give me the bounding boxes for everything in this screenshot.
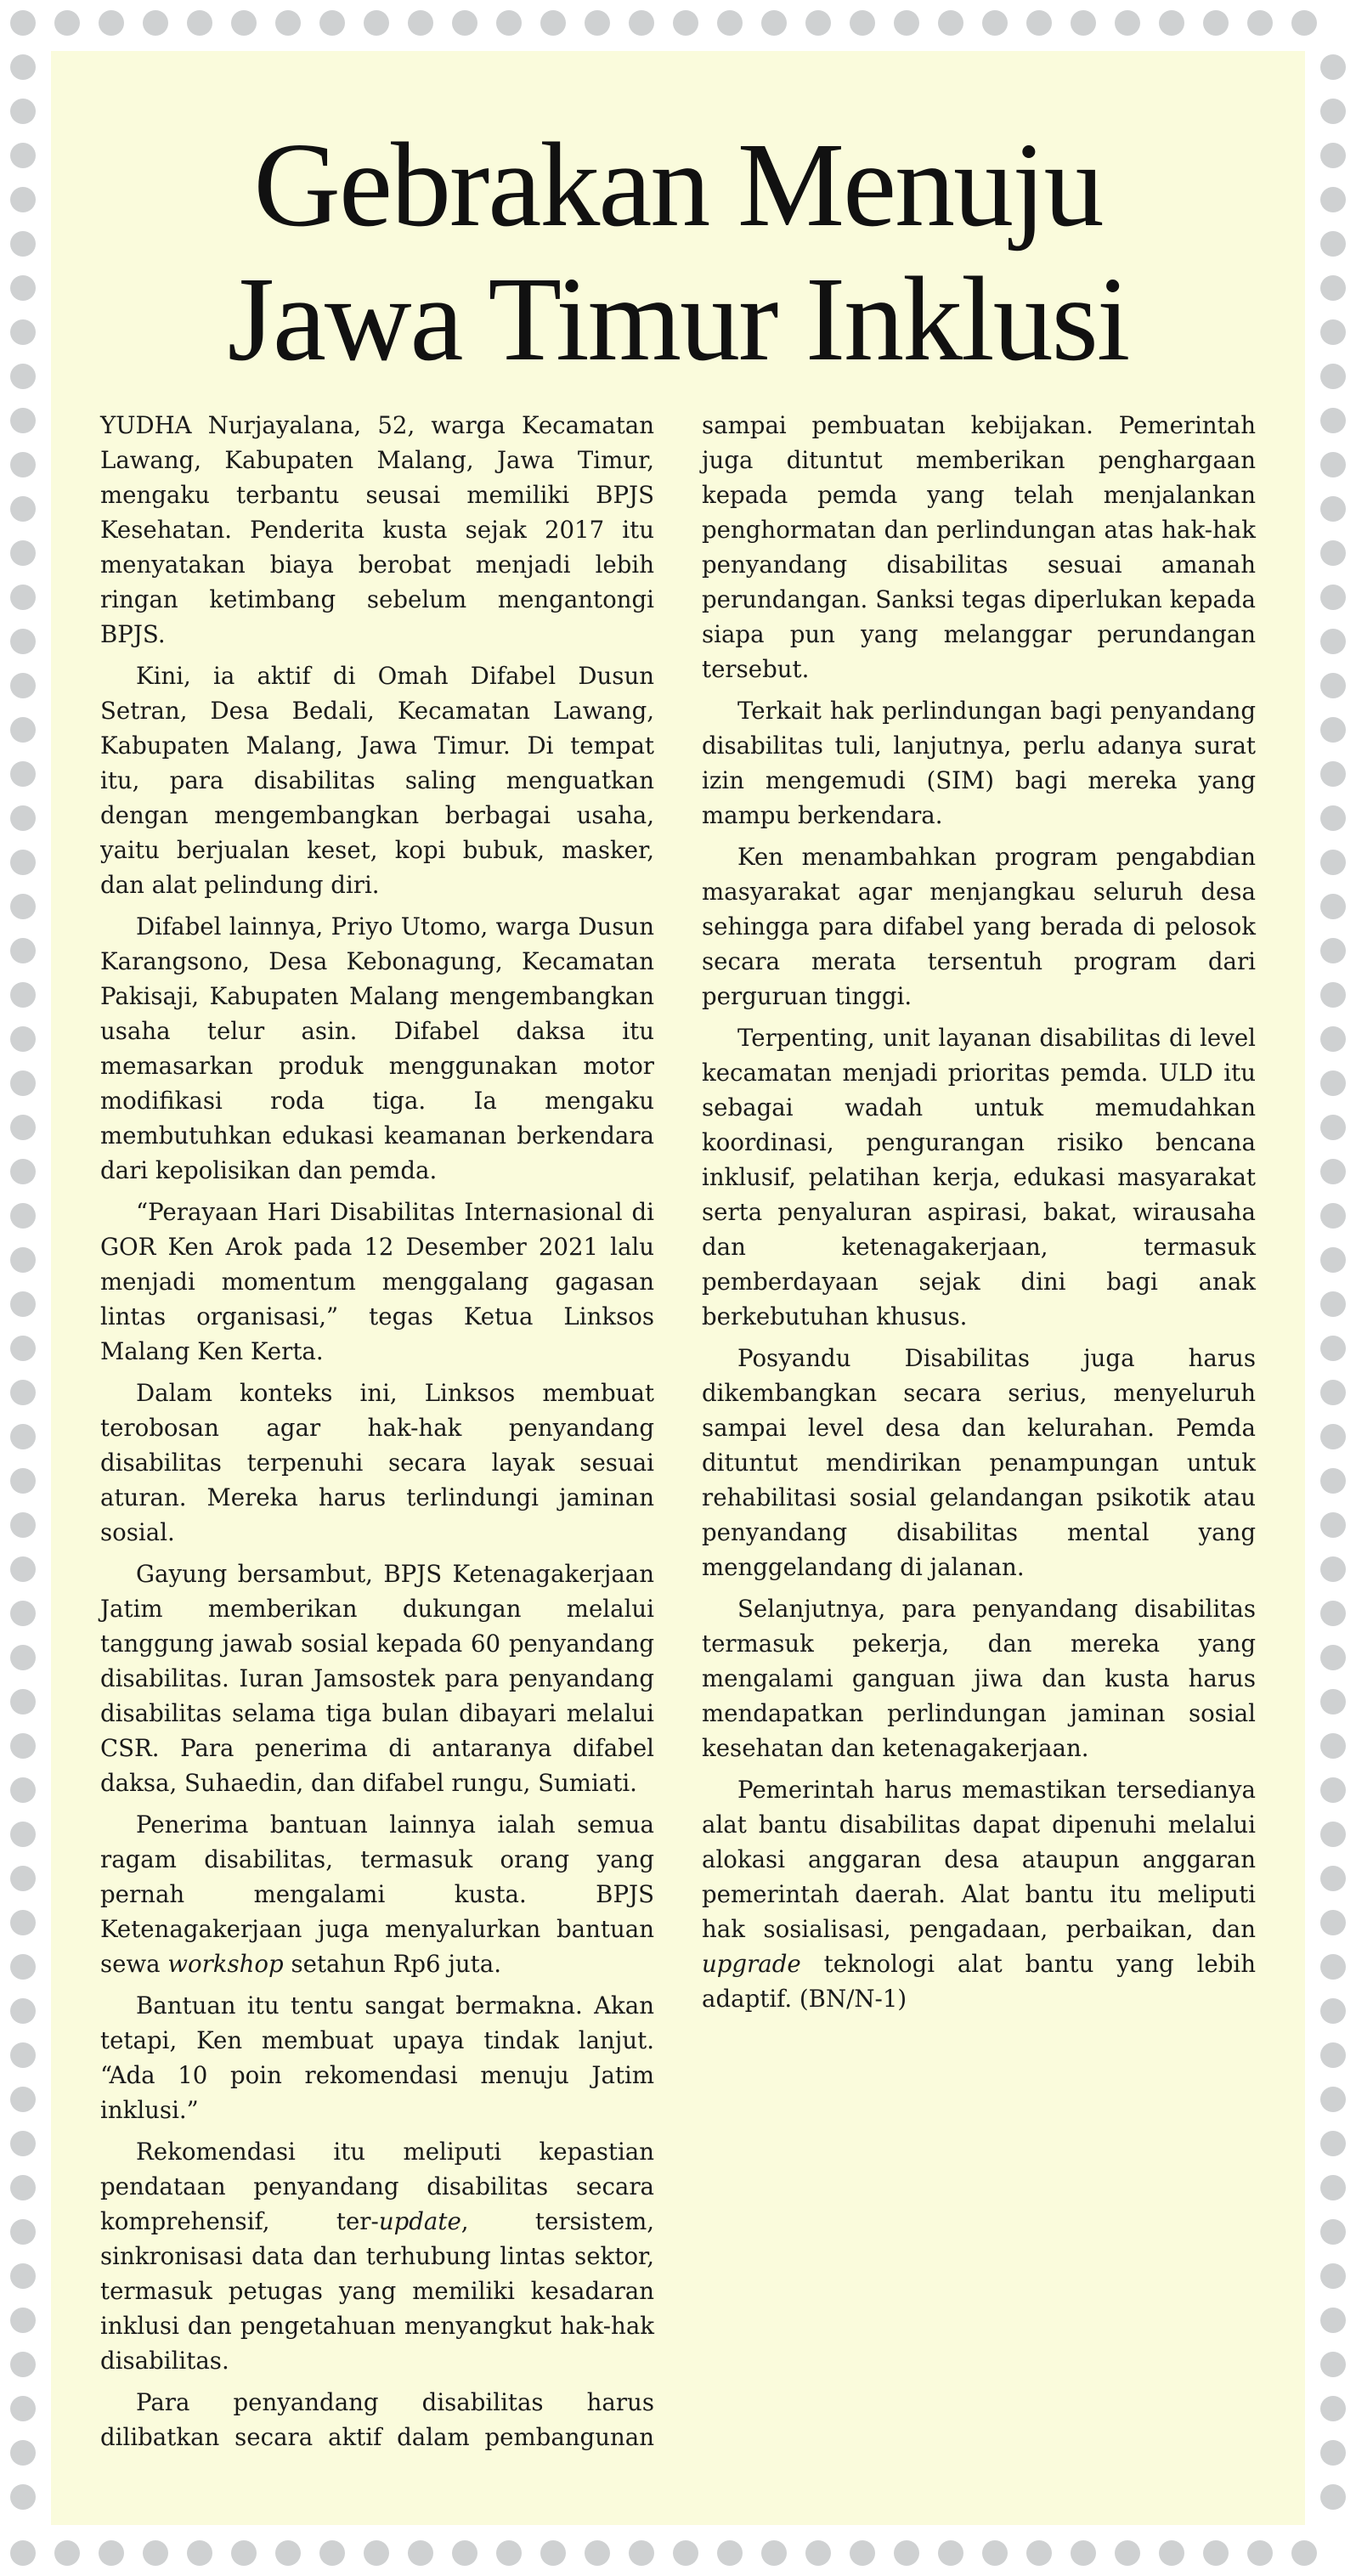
- perforation-dot: [1320, 231, 1346, 257]
- perforation-dot: [10, 1115, 36, 1140]
- perforation-dot: [231, 10, 257, 36]
- paragraph-13: [702, 1020, 1256, 1334]
- perforation-dot: [54, 2540, 80, 2566]
- paragraph-5: [100, 1376, 654, 1550]
- perforation-dot: [10, 1733, 36, 1759]
- perforation-dot: [1320, 1424, 1346, 1449]
- perforation-dot: [894, 2540, 919, 2566]
- perforation-dot: [1203, 10, 1229, 36]
- perforation-dot: [1320, 1645, 1346, 1670]
- perforation-dot: [1291, 2540, 1317, 2566]
- perforation-dot: [10, 540, 36, 566]
- perforation-dot: [10, 319, 36, 345]
- perforation-dot: [10, 2263, 36, 2289]
- perforation-dot: [1320, 1336, 1346, 1361]
- paragraph-15: [702, 1591, 1256, 1765]
- perforation-dot: [1320, 364, 1346, 389]
- paragraph-16-text-c: teknologi alat bantu yang lebih adaptif. (BN/N-1): [702, 1950, 1256, 2013]
- perforation-dot: [585, 10, 610, 36]
- perforation-dot: [10, 1645, 36, 1670]
- perforation-dot: [629, 2540, 654, 2566]
- paragraph-12-text: Ken menambahkan program pengabdian masyarakat agar menjangkau seluruh desa sehingga para difabel yang berada di pelosok secara merata tersentuh program dari perguruan tinggi.: [702, 843, 1256, 1010]
- perforation-dot: [99, 10, 124, 36]
- perforation-dot: [10, 629, 36, 654]
- perforation-dot: [452, 2540, 477, 2566]
- perforation-dot: [10, 2308, 36, 2333]
- perforation-dot: [364, 10, 389, 36]
- perforation-dot: [1320, 629, 1346, 654]
- perforation-dot: [1320, 275, 1346, 301]
- perforation-dot: [1320, 805, 1346, 831]
- perforation-dot: [1320, 894, 1346, 919]
- news-clipping: [51, 51, 1305, 2525]
- perforation-dot: [1247, 10, 1273, 36]
- perforation-dot: [10, 2175, 36, 2200]
- perforation-dot: [143, 2540, 168, 2566]
- paragraph-3-text: Difabel lainnya, Priyo Utomo, warga Dusun Karangsono, Desa Kebonagung, Kecamatan Pakisaji, Kabupaten Malang mengembangkan usaha telur asin. Difabel daksa itu memasarkan produk menggunakan motor modifikasi roda tiga. Ia mengaku membutuhkan edukasi keamanan berkendara dari kepolisikan dan pemda.: [100, 912, 654, 1184]
- perforation-dot: [10, 894, 36, 919]
- perforation-dot: [10, 2440, 36, 2466]
- paragraph-3: [100, 909, 654, 1188]
- perforation-dot: [982, 2540, 1008, 2566]
- perforation-dot: [1320, 1910, 1346, 1935]
- paragraph-2-text: Kini, ia aktif di Omah Difabel Dusun Setran, Desa Bedali, Kecamatan Lawang, Kabupaten Malang, Jawa Timur. Di tempat itu, para disabilitas saling menguatkan dengan mengembangkan berbagai usaha, yaitu berjualan keset, kopi bubuk, masker, dan alat pelindung diri.: [100, 662, 654, 899]
- perforation-dot: [1320, 2484, 1346, 2510]
- perforation-dot: [1115, 2540, 1140, 2566]
- perforation-dot: [1320, 2087, 1346, 2112]
- perforation-dot: [805, 2540, 831, 2566]
- perforation-dot: [54, 10, 80, 36]
- perforation-dot: [1320, 850, 1346, 875]
- perforation-dot: [10, 187, 36, 212]
- perforation-dot: [10, 2540, 36, 2566]
- perforation-dot: [10, 1601, 36, 1626]
- perforation-dot: [10, 673, 36, 698]
- paragraph-8-text: Bantuan itu tentu sangat bermakna. Akan tetapi, Ken membuat upaya tindak lanjut. “Ada 10 poin rekomendasi menuju Jatim inklusi.”: [100, 1991, 654, 2124]
- perforation-dot: [10, 1026, 36, 1052]
- perforation-dot: [10, 938, 36, 963]
- perforation-dot: [894, 10, 919, 36]
- perforation-dot: [231, 2540, 257, 2566]
- perforation-dot: [1159, 2540, 1184, 2566]
- paragraph-6-text: Gayung bersambut, BPJS Ketenagakerjaan Jatim memberikan dukungan melalui tanggung jawab sosial kepada 60 penyandang disabilitas. Iuran Jamsostek para penyandang disabilitas selama tiga bulan dibayari melalui CSR. Para penerima di antaranya difabel daksa, Suhaedin, dan difabel rungu, Sumiati.: [100, 1560, 654, 1797]
- perforation-dot: [10, 1556, 36, 1582]
- paragraph-1: [100, 408, 654, 652]
- perforation-dot: [10, 1998, 36, 2024]
- perforation-dot: [143, 10, 168, 36]
- perforation-dot: [1159, 10, 1184, 36]
- perforation-dot: [1320, 982, 1346, 1008]
- perforation-dot: [1320, 2042, 1346, 2068]
- perforation-dot: [1320, 585, 1346, 610]
- perforation-dot: [1320, 2175, 1346, 2200]
- perforation-dot: [1320, 673, 1346, 698]
- paragraph-10-text: Para penyandang disabilitas harus dilibatkan secara aktif dalam pembangunan sampai pembuatan kebijakan. Pemerintah juga dituntut memberikan penghargaan kepada pemda yang telah menjalankan penghormatan dan perlindungan atas hak-hak penyandang disabilitas sesuai amanah perundangan. Sanksi tegas diperlukan kepada siapa pun yang melanggar perundangan tersebut.: [100, 411, 1256, 2451]
- perforation-dot: [1320, 2219, 1346, 2245]
- perforation-dot: [10, 1468, 36, 1494]
- perforation-dot: [496, 10, 522, 36]
- perforation-dot: [717, 10, 743, 36]
- perforation-dot: [10, 452, 36, 477]
- perforation-dot: [1320, 1866, 1346, 1891]
- perforation-dot: [761, 10, 787, 36]
- perforation-dot: [1247, 2540, 1273, 2566]
- perforation-dot: [1320, 1159, 1346, 1184]
- perforation-dot: [1026, 10, 1052, 36]
- perforation-dot: [938, 2540, 963, 2566]
- perforation-dot: [10, 585, 36, 610]
- perforation-dot: [10, 99, 36, 124]
- perforation-dot: [408, 2540, 433, 2566]
- perforation-dot: [629, 10, 654, 36]
- headline-line-1: Gebrakan Menuju: [253, 117, 1103, 251]
- perforation-dot: [1320, 408, 1346, 433]
- perforation-dot: [10, 761, 36, 787]
- paragraph-14: [702, 1341, 1256, 1585]
- perforation-dot: [1071, 2540, 1096, 2566]
- perforation-dot: [673, 2540, 698, 2566]
- perforation-dot: [10, 1159, 36, 1184]
- paragraph-4-text: “Perayaan Hari Disabilitas Internasional di GOR Ken Arok pada 12 Desember 2021 lalu menjadi momentum menggalang gagasan lintas organisasi,” tegas Ketua Linksos Malang Ken Kerta.: [100, 1198, 654, 1365]
- perforation-dot: [1320, 1071, 1346, 1096]
- perforation-dot: [10, 496, 36, 522]
- perforation-dot: [982, 10, 1008, 36]
- perforation-dot: [1291, 10, 1317, 36]
- perforation-dot: [1320, 1556, 1346, 1582]
- perforation-dot: [10, 850, 36, 875]
- perforation-dot: [10, 143, 36, 168]
- perforation-dot: [187, 2540, 212, 2566]
- perforation-dot: [10, 982, 36, 1008]
- perforation-dot: [10, 2396, 36, 2421]
- paragraph-9-text-c: , tersistem, sinkronisasi data dan terhubung lintas sektor, termasuk petugas yang memiliki kesadaran inklusi dan pengetahuan menyangkut hak-hak disabilitas.: [100, 2207, 655, 2375]
- perforation-dot: [10, 2087, 36, 2112]
- perforation-dot: [10, 1822, 36, 1847]
- perforation-dot: [10, 2219, 36, 2245]
- perforation-dot: [319, 10, 345, 36]
- perforation-dot: [1320, 1777, 1346, 1803]
- paragraph-16-text-a: Pemerintah harus memastikan tersedianya alat bantu disabilitas dapat dipenuhi melalui alokasi anggaran desa ataupun anggaran pemerintah daerah. Alat bantu itu meliputi hak sosialisasi, pengadaan, perbaikan, dan: [702, 1776, 1256, 1943]
- perforation-dot: [10, 2484, 36, 2510]
- perforation-dot: [408, 10, 433, 36]
- perforation-dot: [10, 1954, 36, 1980]
- perforation-dot: [1320, 2131, 1346, 2156]
- perforation-dot: [187, 10, 212, 36]
- perforation-dot: [99, 2540, 124, 2566]
- perforation-dot: [1320, 496, 1346, 522]
- perforation-dot: [1320, 717, 1346, 743]
- perforation-dot: [1320, 1733, 1346, 1759]
- paragraph-9: [100, 2134, 654, 2378]
- perforation-dot: [10, 1336, 36, 1361]
- paragraph-8: [100, 1988, 654, 2127]
- paragraph-16: [702, 1772, 1256, 2016]
- perforation-dot: [1320, 938, 1346, 963]
- perforation-dot: [1320, 1247, 1346, 1273]
- perforation-dot: [10, 1512, 36, 1538]
- perforation-dot: [1320, 1512, 1346, 1538]
- perforation-dot: [540, 10, 566, 36]
- perforation-dot: [1320, 1954, 1346, 1980]
- perforation-dot: [364, 2540, 389, 2566]
- paragraph-15-text: Selanjutnya, para penyandang disabilitas termasuk pekerja, dan mereka yang mengalami ganguan jiwa dan kusta harus mendapatkan perlindungan jaminan sosial kesehatan dan ketenagakerjaan.: [702, 1595, 1256, 1762]
- perforation-dot: [1320, 1689, 1346, 1715]
- perforation-dot: [1320, 319, 1346, 345]
- perforation-dot: [1203, 2540, 1229, 2566]
- perforation-dot: [275, 10, 301, 36]
- perforation-dot: [761, 2540, 787, 2566]
- paragraph-1-text: YUDHA Nurjayalana, 52, warga Kecamatan Lawang, Kabupaten Malang, Jawa Timur, mengaku terbantu seusai memiliki BPJS Kesehatan. Penderita kusta sejak 2017 itu menyatakan biaya berobat menjadi lebih ringan ketimbang sebelum mengantongi BPJS.: [100, 411, 654, 648]
- perforation-dot: [1320, 143, 1346, 168]
- perforation-dot: [319, 2540, 345, 2566]
- perforation-dot: [1320, 1998, 1346, 2024]
- perforation-dot: [1320, 1822, 1346, 1847]
- perforation-dot: [10, 1203, 36, 1229]
- paragraph-11-text: Terkait hak perlindungan bagi penyandang disabilitas tuli, lanjutnya, perlu adanya surat izin mengemudi (SIM) bagi mereka yang mampu berkendara.: [702, 697, 1256, 829]
- perforation-dot: [1320, 2263, 1346, 2289]
- paragraph-7-text-a: Penerima bantuan lainnya ialah semua ragam disabilitas, termasuk orang yang pernah mengalami kusta. BPJS Ketenagakerjaan juga menyalurkan bantuan sewa: [100, 1811, 654, 1978]
- perforation-dot: [10, 54, 36, 80]
- headline-line-2: Jawa Timur Inklusi: [227, 251, 1129, 386]
- perforation-dot: [10, 10, 36, 36]
- perforation-dot: [850, 10, 875, 36]
- perforation-dot: [1320, 2352, 1346, 2377]
- paragraph-9-text-a: Rekomendasi itu meliputi kepastian pendataan penyandang disabilitas secara komprehensif, ter-: [100, 2138, 654, 2235]
- paragraph-7: [100, 1807, 654, 1981]
- perforation-dot: [10, 1866, 36, 1891]
- perforation-dot: [1320, 1601, 1346, 1626]
- perforation-dot: [10, 1910, 36, 1935]
- perforation-dot: [1320, 2440, 1346, 2466]
- perforation-dot: [10, 364, 36, 389]
- perforation-dot: [10, 717, 36, 743]
- perforation-dot: [673, 10, 698, 36]
- perforation-dot: [1320, 1203, 1346, 1229]
- paragraph-4: [100, 1195, 654, 1369]
- perforation-dot: [1320, 99, 1346, 124]
- perforation-dot: [10, 1689, 36, 1715]
- paragraph-7-italic: workshop: [167, 1950, 284, 1978]
- paragraph-11: [702, 693, 1256, 833]
- perforation-dot: [1320, 1115, 1346, 1140]
- perforation-dot: [1320, 1380, 1346, 1405]
- perforation-dot: [10, 275, 36, 301]
- paragraph-2: [100, 658, 654, 902]
- perforation-dot: [10, 1777, 36, 1803]
- perforation-dot: [10, 1071, 36, 1096]
- perforation-dot: [805, 10, 831, 36]
- paragraph-7-text-c: setahun Rp6 juta.: [283, 1950, 501, 1978]
- perforation-dot: [452, 10, 477, 36]
- paragraph-5-text: Dalam konteks ini, Linksos membuat terobosan agar hak-hak penyandang disabilitas terpenuhi secara layak sesuai aturan. Mereka harus terlindungi jaminan sosial.: [100, 1379, 654, 1546]
- paragraph-6: [100, 1556, 654, 1800]
- perforation-dot: [10, 2131, 36, 2156]
- perforation-dot: [10, 1424, 36, 1449]
- headline: [51, 51, 1305, 386]
- perforation-dot: [1320, 187, 1346, 212]
- paragraph-14-text: Posyandu Disabilitas juga harus dikembangkan secara serius, menyeluruh sampai level desa dan kelurahan. Pemda dituntut mendirikan penampungan untuk rehabilitasi sosial gelandangan psikotik atau penyandang disabilitas mental yang menggelandang di jalanan.: [702, 1344, 1256, 1581]
- perforation-dot: [496, 2540, 522, 2566]
- perforation-dot: [1320, 1468, 1346, 1494]
- perforation-dot: [10, 2042, 36, 2068]
- perforation-dot: [1071, 10, 1096, 36]
- paragraph-12: [702, 839, 1256, 1014]
- perforation-dot: [1320, 1026, 1346, 1052]
- perforation-dot: [850, 2540, 875, 2566]
- paragraph-9-italic: update: [378, 2207, 461, 2235]
- perforation-dot: [275, 2540, 301, 2566]
- perforation-dot: [1320, 2396, 1346, 2421]
- perforation-dot: [1115, 10, 1140, 36]
- perforation-dot: [10, 1291, 36, 1317]
- perforation-dot: [10, 2352, 36, 2377]
- perforation-dot: [10, 805, 36, 831]
- perforation-dot: [1320, 2308, 1346, 2333]
- article-body: [100, 408, 1256, 2481]
- perforation-dot: [585, 2540, 610, 2566]
- perforation-dot: [1320, 452, 1346, 477]
- perforation-dot: [540, 2540, 566, 2566]
- perforation-dot: [10, 1247, 36, 1273]
- perforation-dot: [938, 10, 963, 36]
- paragraph-13-text: Terpenting, unit layanan disabilitas di level kecamatan menjadi prioritas pemda. ULD itu sebagai wadah untuk memudahkan koordinasi, pengurangan risiko bencana inklusif, pelatihan kerja, edukasi masyarakat serta penyaluran aspirasi, bakat, wirausaha dan ketenagakerjaan, termasuk pemberdayaan sejak dini bagi anak berkebutuhan khusus.: [702, 1024, 1256, 1330]
- perforation-dot: [1320, 1291, 1346, 1317]
- perforation-dot: [10, 231, 36, 257]
- perforation-dot: [717, 2540, 743, 2566]
- perforation-dot: [10, 1380, 36, 1405]
- paragraph-16-italic: upgrade: [702, 1950, 801, 1978]
- perforation-dot: [1320, 54, 1346, 80]
- perforation-dot: [1320, 761, 1346, 787]
- perforation-dot: [1320, 540, 1346, 566]
- perforation-dot: [1026, 2540, 1052, 2566]
- perforation-dot: [10, 408, 36, 433]
